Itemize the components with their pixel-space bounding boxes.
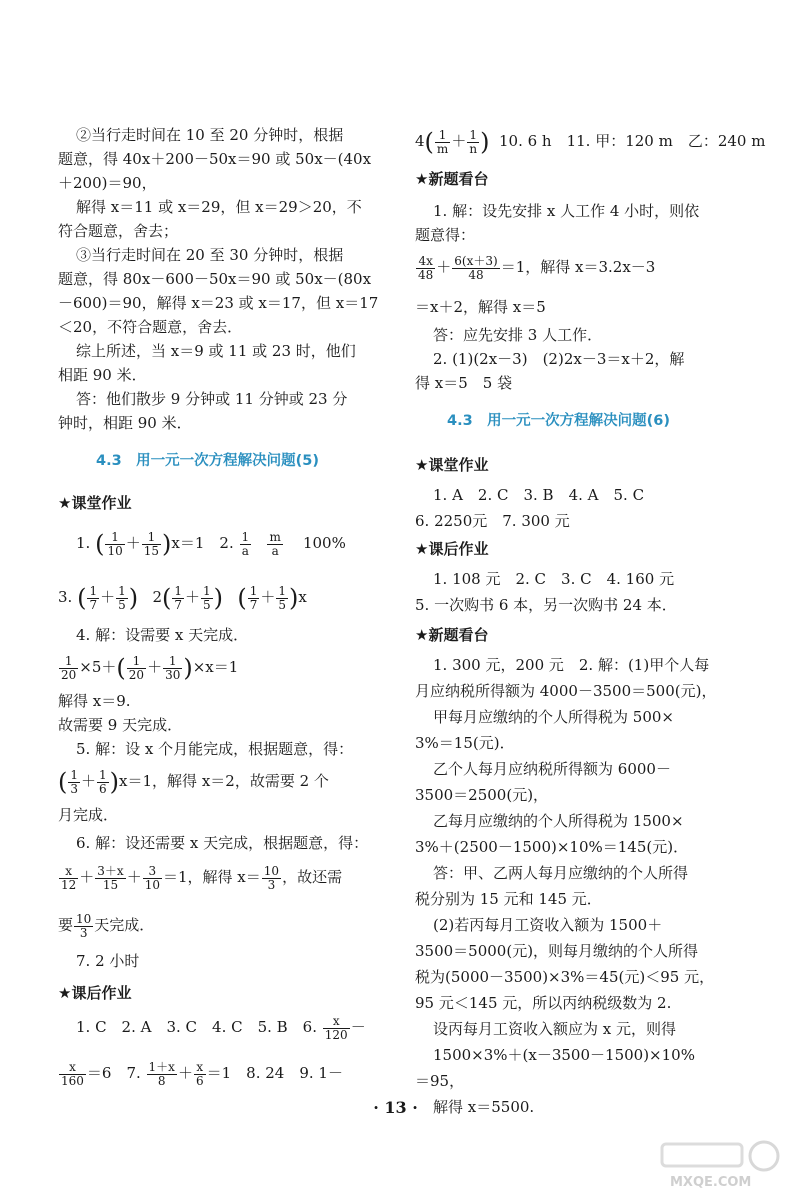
equation-line: ( $\frac{1}{3}$ ＋ $\frac{1}{6}$ )x＝1，解得 x＝2，故需要 2 个 [58,767,329,796]
text-line: 答：他们散步 9 分钟或 11 分钟或 23 分 [76,390,348,408]
section-heading: ★课后作业 [58,984,132,1002]
fraction: $\frac{x}{12}$ [61,863,77,892]
fraction: $\frac{1}{6}$ [99,767,107,796]
fraction: $\frac{x}{160}$ [61,1059,84,1088]
text-line: 1. 108 元 2. C 3. C 4. 160 元 [433,570,675,588]
fraction: $\frac{1}{3}$ [70,767,79,796]
text-line: 1. 300 元，200 元 2. 解：(1)甲个人每 [433,656,710,674]
text-line: 1. 解：设先安排 x 人工作 4 小时，则依 [433,202,700,220]
text-line: 月完成． [58,806,119,824]
text-line: 得 x＝5 5 袋 [415,374,513,392]
watermark-text: MXQE.COM [670,1175,752,1190]
text-line: 解得 x＝11 或 x＝29，但 x＝29＞20，不 [76,198,362,216]
section-heading: ★新题看台 [415,170,489,188]
text-line: 题意，得 80x－600－50x＝90 或 50x－(80x [58,270,372,288]
text-line: 乙个人每月应纳税所得额为 6000－ [433,760,671,778]
text-line: 3%＋(2500－1500)×10%＝145(元)． [415,838,689,856]
section-title: 4.3 用一元一次方程解决问题(5) [96,453,320,469]
fraction: $\frac{1}{15}$ [143,529,160,558]
text-line: 7. 2 小时 [76,952,140,970]
text-line: 答：应先安排 3 人工作． [433,326,603,344]
fraction: $\frac{1}{m}$ [436,127,449,156]
text-line: 95 元＜145 元，所以丙纳税级数为 2. [415,994,672,1012]
text-line: ＋200)＝90， [58,174,157,192]
fraction: $\frac{4x}{48}$ [418,253,434,282]
text-line: 5. 一次购书 6 本，另一次购书 24 本． [415,596,677,614]
answer-line: 1. C 2. A 3. C 4. C 5. B 6. $\frac{x}{120}$ － [76,1013,366,1042]
watermark-logo [656,1138,784,1192]
text-line: 税分别为 15 元和 145 元． [415,890,602,908]
text-line: 钟时，相距 90 米． [58,414,192,432]
text-line: 3500＝5000(元)，则每月缴纳的个人所得 [415,942,699,960]
text-line: 符合题意，舍去； [58,222,179,240]
text-line: 题意，得 40x＋200－50x＝90 或 50x－(40x [58,150,372,168]
answer-line: 1. ( $\frac{1}{10}$ ＋ $\frac{1}{15}$ )x＝1 2. $\frac{1}{a}$ $\frac{m}{a}$ 100% [76,529,346,558]
text-line: －600)＝90，解得 x＝23 或 x＝17，但 x＝17 [58,294,379,312]
text-line: 题意得： [415,226,476,244]
question-number: 1. [76,534,91,552]
equation-line: $\frac{4x}{48}$ ＋ $\frac{6(x+3)}{48}$ ＝1，解得 x＝3.2x－3 [418,253,656,282]
fraction: $\frac{3+x}{15}$ [97,863,124,892]
text-line: 1. A 2. C 3. B 4. A 5. C [433,486,645,504]
text-line: 6. 2250元 7. 300 元 [415,512,570,530]
text-line: ②当行走时间在 10 至 20 分钟时，根据 [76,126,344,144]
text-line: 解得 x＝5500. [433,1098,535,1116]
text-line: 2. (1)(2x－3) (2)2x－3＝x＋2，解 [433,350,685,368]
text-line: 解得 x＝9. [58,692,131,710]
text-line: 3500＝2500(元)， [415,786,549,804]
section-heading: ★课后作业 [415,540,489,558]
fraction: $\frac{3}{10}$ [144,863,160,892]
text-line: 相距 90 米． [58,366,147,384]
fraction: $\frac{1}{a}$ [241,529,250,558]
fraction: $\frac{1}{10}$ [107,529,123,558]
text-line: 3%＝15(元)． [415,734,515,752]
fraction: $\frac{6(x+3)}{48}$ [454,253,498,282]
fraction: $\frac{1}{7}$ [249,583,258,612]
text-line: 乙每月应缴纳的个人所得税为 1500× [433,812,684,830]
text-line: ＝95， [415,1072,465,1090]
answer-line: 4( $\frac{1}{m}$ ＋ $\frac{1}{n}$ ) 10. 6 h 11. 甲：120 m 乙：240 m [415,127,766,156]
fraction: $\frac{x}{120}$ [324,1013,348,1042]
equation-line: $\frac{x}{12}$ ＋ $\frac{3+x}{15}$ ＋ $\frac{3}{10}$ ＝1，解得 x＝ $\frac{10}{3}$ ，故还需 [61,863,343,892]
fraction: $\frac{1}{5}$ [118,583,126,612]
text-line: 税为(5000－3500)×3%＝45(元)＜95 元， [415,968,715,986]
text-line: (2)若丙每月工资收入额为 1500＋ [433,916,663,934]
answer-line: 3. ( $\frac{1}{7}$ ＋ $\frac{1}{5}$ ) 2( $\frac{1}{7}$ ＋ $\frac{1}{5}$ ) ( $\frac{1}{7}$ ＋ $\frac{1}{5}$ )x [58,583,307,612]
section-heading: ★新题看台 [415,626,489,644]
text-line: 1500×3%＋(x－3500－1500)×10% [433,1046,695,1064]
fraction: $\frac{1}{30}$ [165,653,181,682]
fraction: $\frac{1}{5}$ [278,583,287,612]
text-line: 综上所述，当 x＝9 或 11 或 23 时，他们 [76,342,356,360]
text-line: ＜20，不符合题意，舍去． [58,318,243,336]
text-line: 答：甲、乙两人每月应缴纳的个人所得 [433,864,689,882]
equation-line: 要 $\frac{10}{3}$ 天完成． [58,911,155,940]
fraction: $\frac{1}{20}$ [128,653,145,682]
text-line: 月应纳税所得额为 4000－3500＝500(元)， [415,682,717,700]
fraction: $\frac{1}{7}$ [89,583,98,612]
fraction: $\frac{1+x}{8}$ [148,1059,175,1088]
answer-line: $\frac{x}{160}$ ＝6 7. $\frac{1+x}{8}$ ＋ $\frac{x}{6}$ ＝1 8. 24 9. 1－ [61,1059,343,1088]
text-line: 甲每月应缴纳的个人所得税为 500× [433,708,674,726]
fraction: $\frac{1}{5}$ [203,583,211,612]
text-line: 4. 解：设需要 x 天完成． [76,626,249,644]
fraction: $\frac{1}{n}$ [469,127,478,156]
section-heading: ★课堂作业 [415,456,489,474]
fraction: $\frac{m}{a}$ [269,529,281,558]
fraction: $\frac{1}{7}$ [174,583,183,612]
text-line: 故需要 9 天完成． [58,716,183,734]
text-line: 6. 解：设还需要 x 天完成，根据题意，得： [76,834,369,852]
fraction: $\frac{10}{3}$ [76,911,92,940]
fraction: $\frac{1}{20}$ [61,653,77,682]
text-line: ＝x＋2，解得 x＝5 [415,298,546,316]
section-heading: ★课堂作业 [58,494,132,512]
text-line: ③当行走时间在 20 至 30 分钟时，根据 [76,246,344,264]
fraction: $\frac{10}{3}$ [263,863,280,892]
fraction: $\frac{x}{6}$ [195,1059,204,1088]
section-title: 4.3 用一元一次方程解决问题(6) [447,413,671,429]
text-line: 设丙每月工资收入额应为 x 元，则得 [433,1020,676,1038]
equation-line: $\frac{1}{20}$ ×5＋( $\frac{1}{20}$ ＋ $\frac{1}{30}$ )×x＝1 [61,653,239,682]
text-line: 5. 解：设 x 个月能完成，根据题意，得： [76,740,354,758]
page-number: · 13 · [373,1098,418,1117]
